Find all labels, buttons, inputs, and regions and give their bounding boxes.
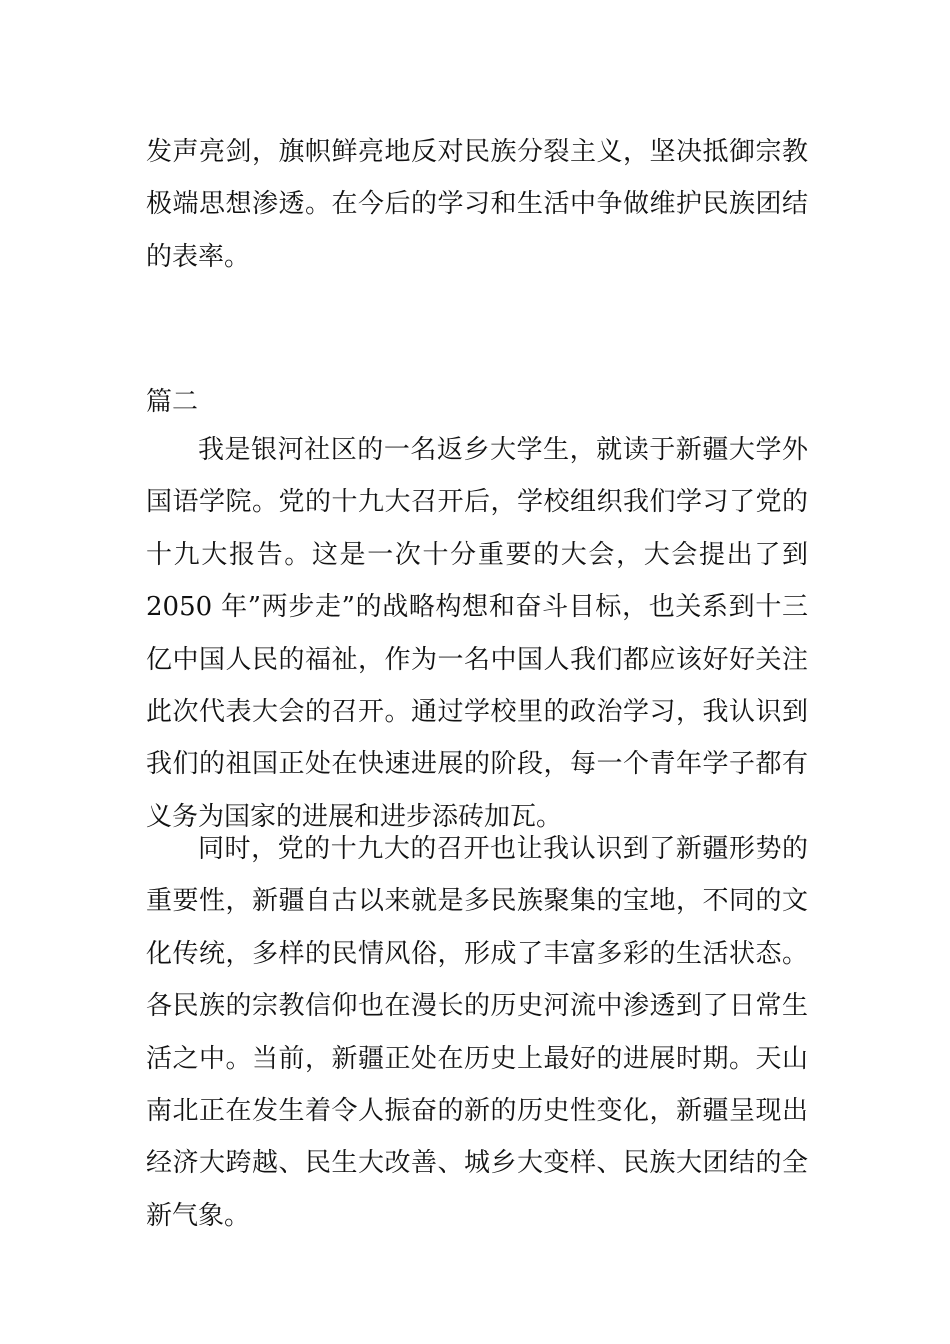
text-line: 十九大报告。这是一次十分重要的大会，大会提出了到 <box>146 539 808 570</box>
text-line: 化传统，多样的民情风俗，形成了丰富多彩的生活状态。 <box>146 938 808 969</box>
paragraph-1 <box>146 126 808 283</box>
text-line: 我们的祖国正处在快速进展的阶段，每一个青年学子都有 <box>146 749 808 780</box>
text-line: 活之中。当前，新疆正处在历史上最好的进展时期。天山 <box>146 1043 808 1074</box>
text-line: 2050 年”两步走”的战略构想和奋斗目标，也关系到十三 <box>146 592 808 623</box>
text-line: 重要性，新疆自古以来就是多民族聚集的宝地，不同的文 <box>146 886 808 917</box>
text-line: 国语学院。党的十九大召开后，学校组织我们学习了党的 <box>146 487 808 518</box>
text-line: 南北正在发生着令人振奋的新的历史性变化，新疆呈现出 <box>146 1096 808 1127</box>
text-line: 极端思想渗透。在今后的学习和生活中争做维护民族团结 <box>146 189 808 220</box>
text-line: 我是银河社区的一名返乡大学生，就读于新疆大学外 <box>198 435 808 465</box>
text-line: 亿中国人民的福祉，作为一名中国人我们都应该好好关注 <box>146 644 808 675</box>
text-line: 此次代表大会的召开。通过学校里的政治学习，我认识到 <box>146 697 808 728</box>
text-line: 各民族的宗教信仰也在漫长的历史河流中渗透到了日常生 <box>146 991 808 1022</box>
section-heading: 篇二 <box>146 387 199 417</box>
text-line: 的表率。 <box>146 241 251 272</box>
paragraph-3 <box>146 823 808 1242</box>
text-line: 义务为国家的进展和进步添砖加瓦。 <box>146 801 563 832</box>
text-line: 经济大跨越、民生大改善、城乡大变样、民族大团结的全 <box>146 1148 808 1179</box>
paragraph-2 <box>146 424 808 843</box>
text-line: 同时，党的十九大的召开也让我认识到了新疆形势的 <box>198 834 808 864</box>
text-line: 新气象。 <box>146 1200 251 1231</box>
text-line: 发声亮剑，旗帜鲜亮地反对民族分裂主义，坚决抵御宗教 <box>146 137 808 167</box>
